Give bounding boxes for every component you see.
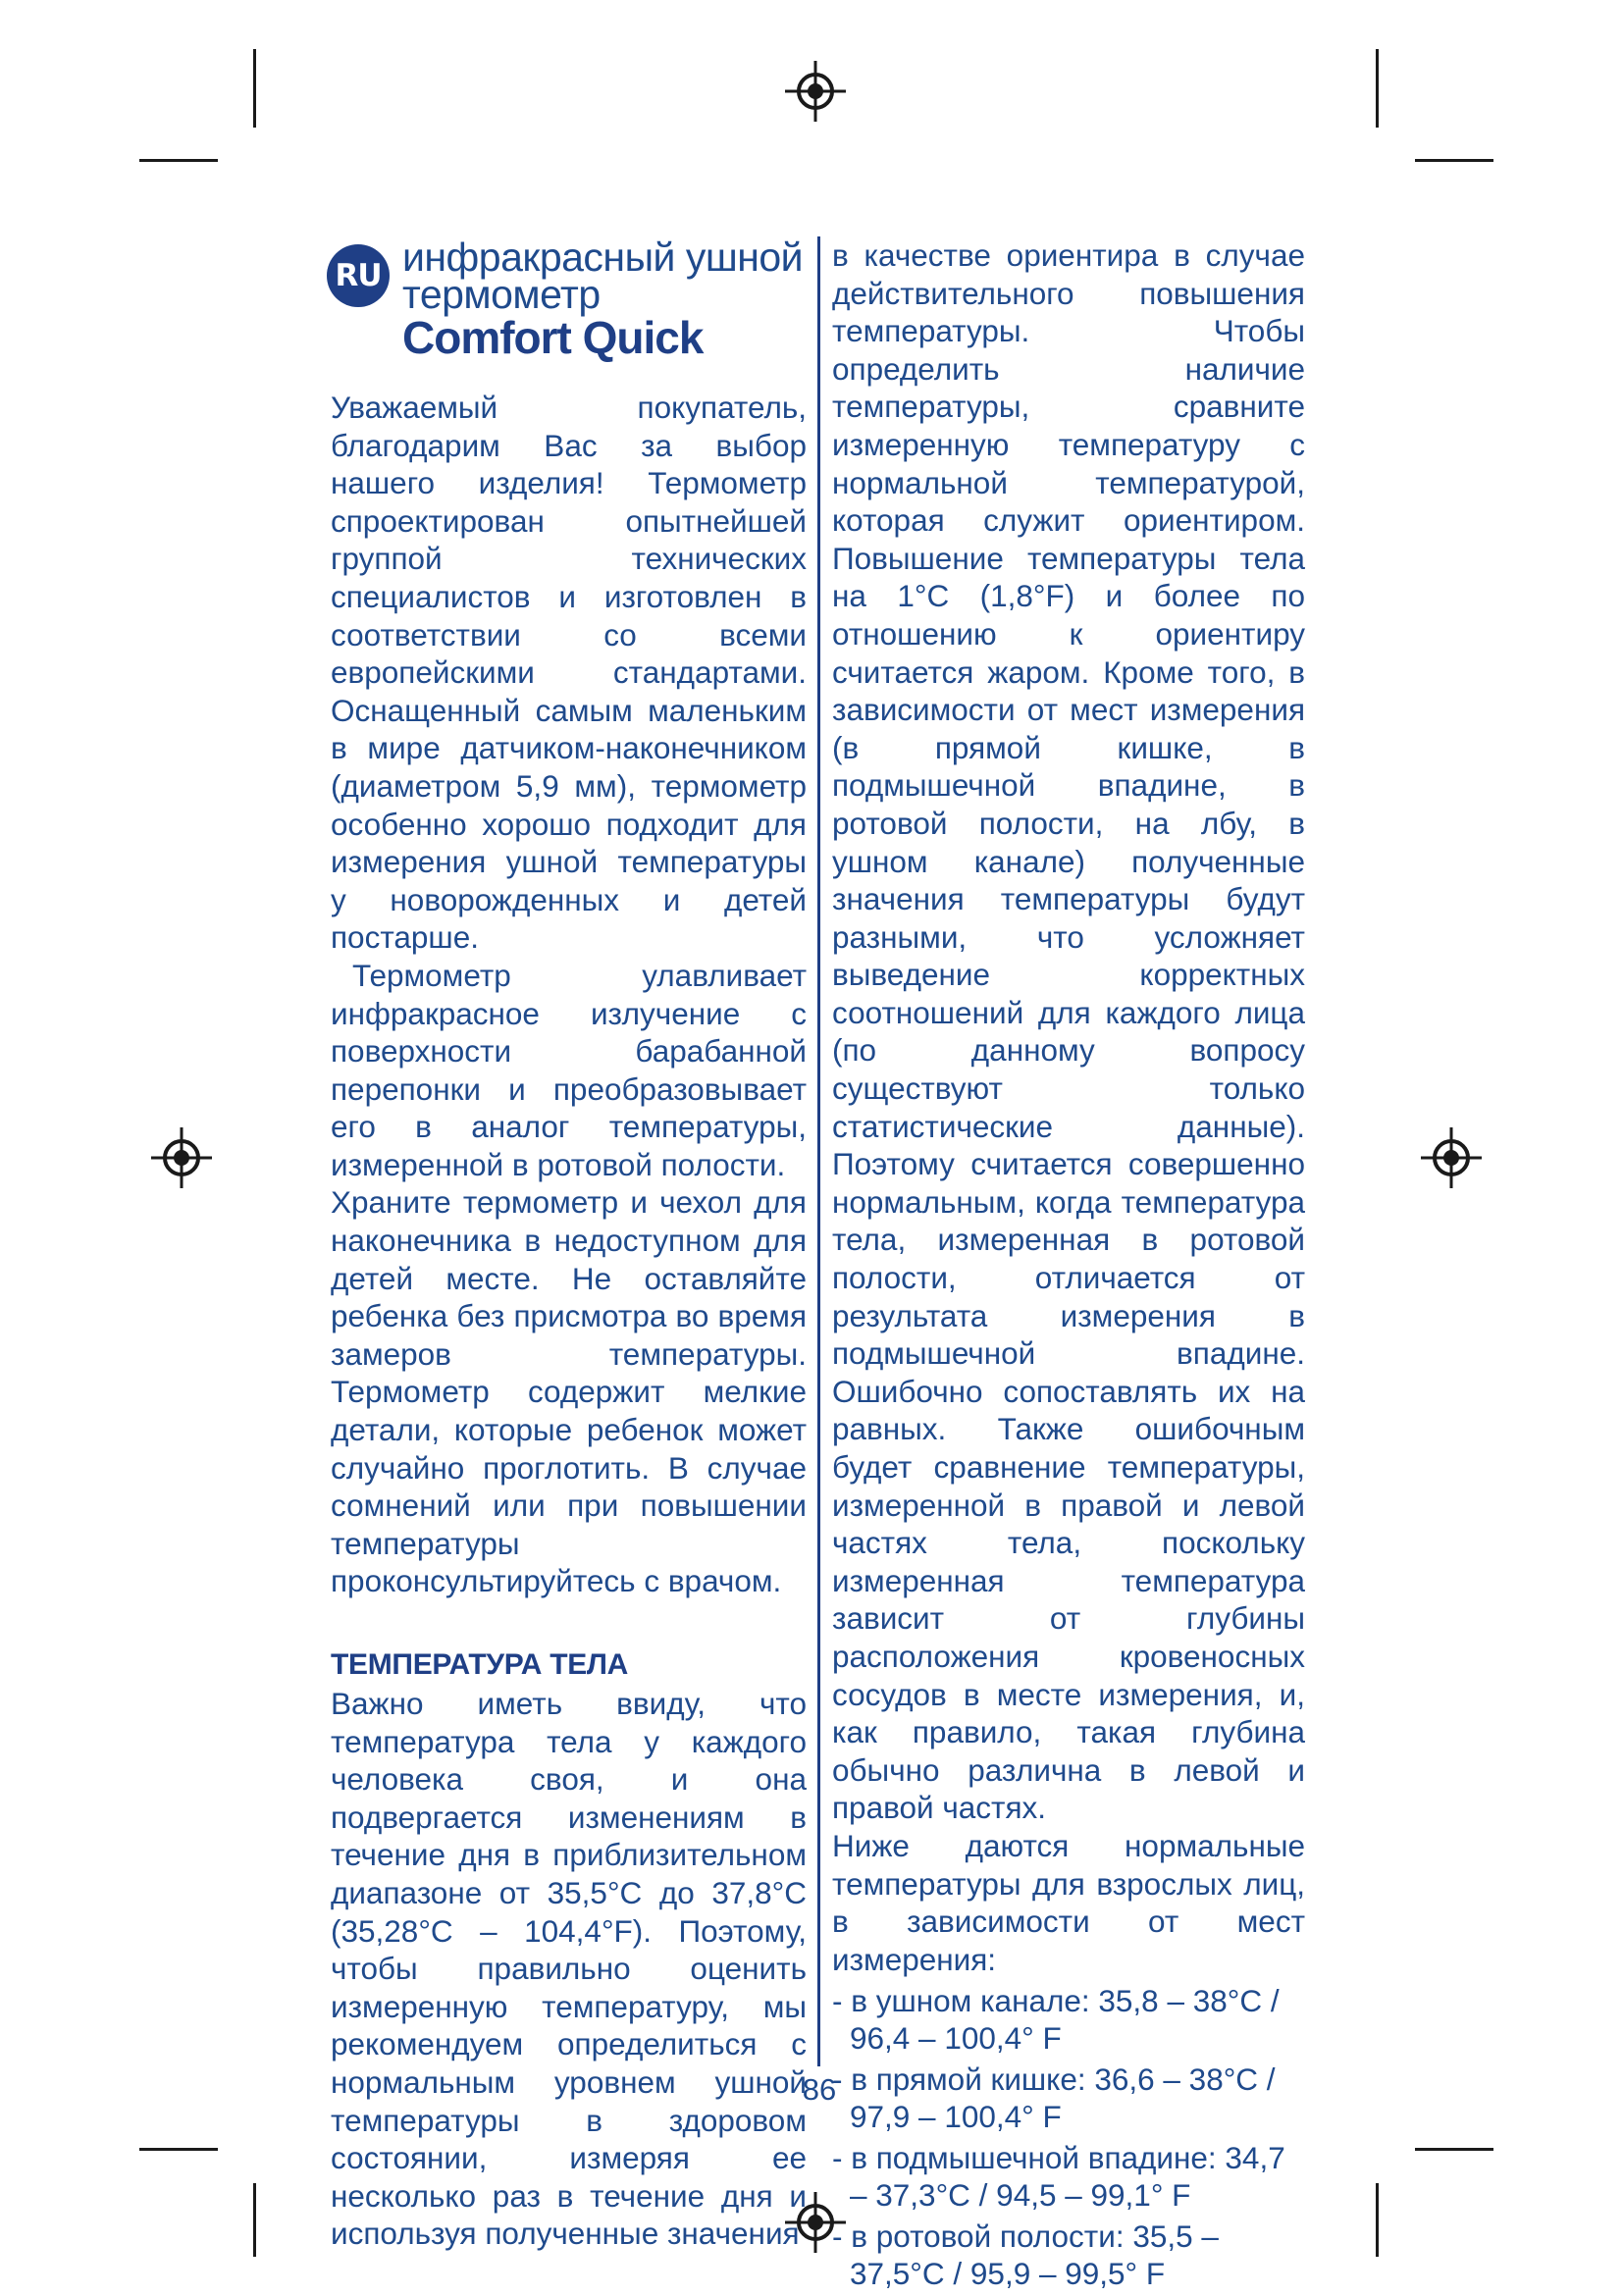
section-heading-body-temperature: ТЕМПЕРАТУРА ТЕЛА bbox=[331, 1648, 629, 1681]
crop-mark bbox=[139, 159, 218, 162]
crop-mark bbox=[1376, 2183, 1379, 2257]
list-item: - в ушном канале: 35,8 – 38°C / 96,4 – 100,4° F bbox=[832, 1982, 1305, 2057]
body-temperature-paragraph: Важно иметь ввиду, что температура тела у каждого человека своя, и она подвергается изменениям в течение дня в приблизительном диапазоне от 35,5°C до 37,8°C (35,28°C – 104,4°F). Поэтому, чтобы правильно оценить измеренную температуру, мы рекомендуем определиться с нормальным уровнем ушной температуры в здоровом состоянии, измеряя ее несколько раз в течение дня и используя полученные значения bbox=[331, 1686, 807, 2252]
normal-temperatures-intro: Ниже даются нормальные температуры для взрослых лиц, в зависимости от мест измерения: bbox=[832, 1827, 1305, 1977]
crop-mark bbox=[1415, 2148, 1493, 2151]
intro-paragraph: Уважаемый покупатель, благодарим Вас за выбор нашего изделия! Термометр спроектирован опытнейшей группой технических специалистов и изготовлен в соответствии со всеми европейскими стандартами. Оснащенный самым маленьким в мире датчиком-наконечником (диаметром 5,9 мм), термометр особенно хорошо подходит для измерения ушной температуры у новорожденных и детей постарше. bbox=[331, 390, 807, 956]
storage-paragraph: Храните термометр и чехол для наконечника в недоступном для детей месте. Не оставляйте ребенка без присмотра во время замеров температуры. Термометр содержит мелкие детали, которые ребенок может случайно проглотить. В случае сомнений или при повышении температуры проконсультируйтесь с врачом. bbox=[331, 1184, 807, 1599]
temperature-ranges-list bbox=[832, 1982, 1305, 2292]
product-title-line-2: термометр bbox=[402, 272, 601, 317]
crop-mark bbox=[1415, 159, 1493, 162]
registration-mark-icon bbox=[1417, 1123, 1486, 1192]
column-divider bbox=[817, 236, 820, 2066]
list-item: - в подмышечной впадине: 34,7 – 37,3°C / 94,5 – 99,1° F bbox=[832, 2139, 1305, 2214]
infrared-paragraph: Термометр улавливает инфракрасное излучение с поверхности барабанной перепонки и преобразовывает его в аналог температуры, измеренной в ротовой полости. bbox=[331, 957, 807, 1182]
right-column bbox=[832, 236, 1305, 2296]
crop-mark bbox=[253, 49, 256, 128]
crop-mark bbox=[1376, 49, 1379, 128]
left-column bbox=[331, 389, 807, 2253]
crop-mark bbox=[253, 2183, 256, 2257]
list-item: - в ротовой полости: 35,5 – 37,5°C / 95,9 – 99,5° F bbox=[832, 2218, 1305, 2292]
registration-mark-icon bbox=[147, 1123, 216, 1192]
list-item: - в прямой кишке: 36,6 – 38°C / 97,9 – 100,4° F bbox=[832, 2061, 1305, 2135]
title-block bbox=[402, 235, 814, 363]
product-title-line-1: инфракрасный ушной bbox=[402, 235, 804, 280]
continuation-paragraph: в качестве ориентира в случае действительного повышения температуры. Чтобы определить наличие температуры, сравните измеренную температуру с нормальной температурой, которая служит ориентиром. Повышение температуры тела на 1°C (1,8°F) и более по отношению к ориентиру считается жаром. Кроме того, в зависимости от мест измерения (в прямой кишке, в подмышечной впадине, в ротовой полости, на лбу, в ушном канале) полученные значения температуры будут разными, что усложняет выведение корректных соотношений для каждого лица (по данному вопросу существуют только статистические данные). Поэтому считается совершенно нормальным, когда температура тела, измеренная в ротовой полости, отличается от результата измерения в подмышечной впадине. Ошибочно сопоставлять их на равных. Также ошибочным будет сравнение температуры, измеренной в правой и левой частях тела, поскольку измеренная температура зависит от глубины расположения кровеносных сосудов в месте измерения, и, как правило, такая глубина обычно различна в левой и правой частях. bbox=[832, 237, 1305, 1826]
language-badge: RU bbox=[327, 244, 390, 307]
registration-mark-icon bbox=[781, 57, 850, 126]
page-number: 86 bbox=[802, 2072, 837, 2107]
crop-mark bbox=[139, 2148, 218, 2151]
brand-name: Comfort Quick bbox=[402, 312, 704, 363]
